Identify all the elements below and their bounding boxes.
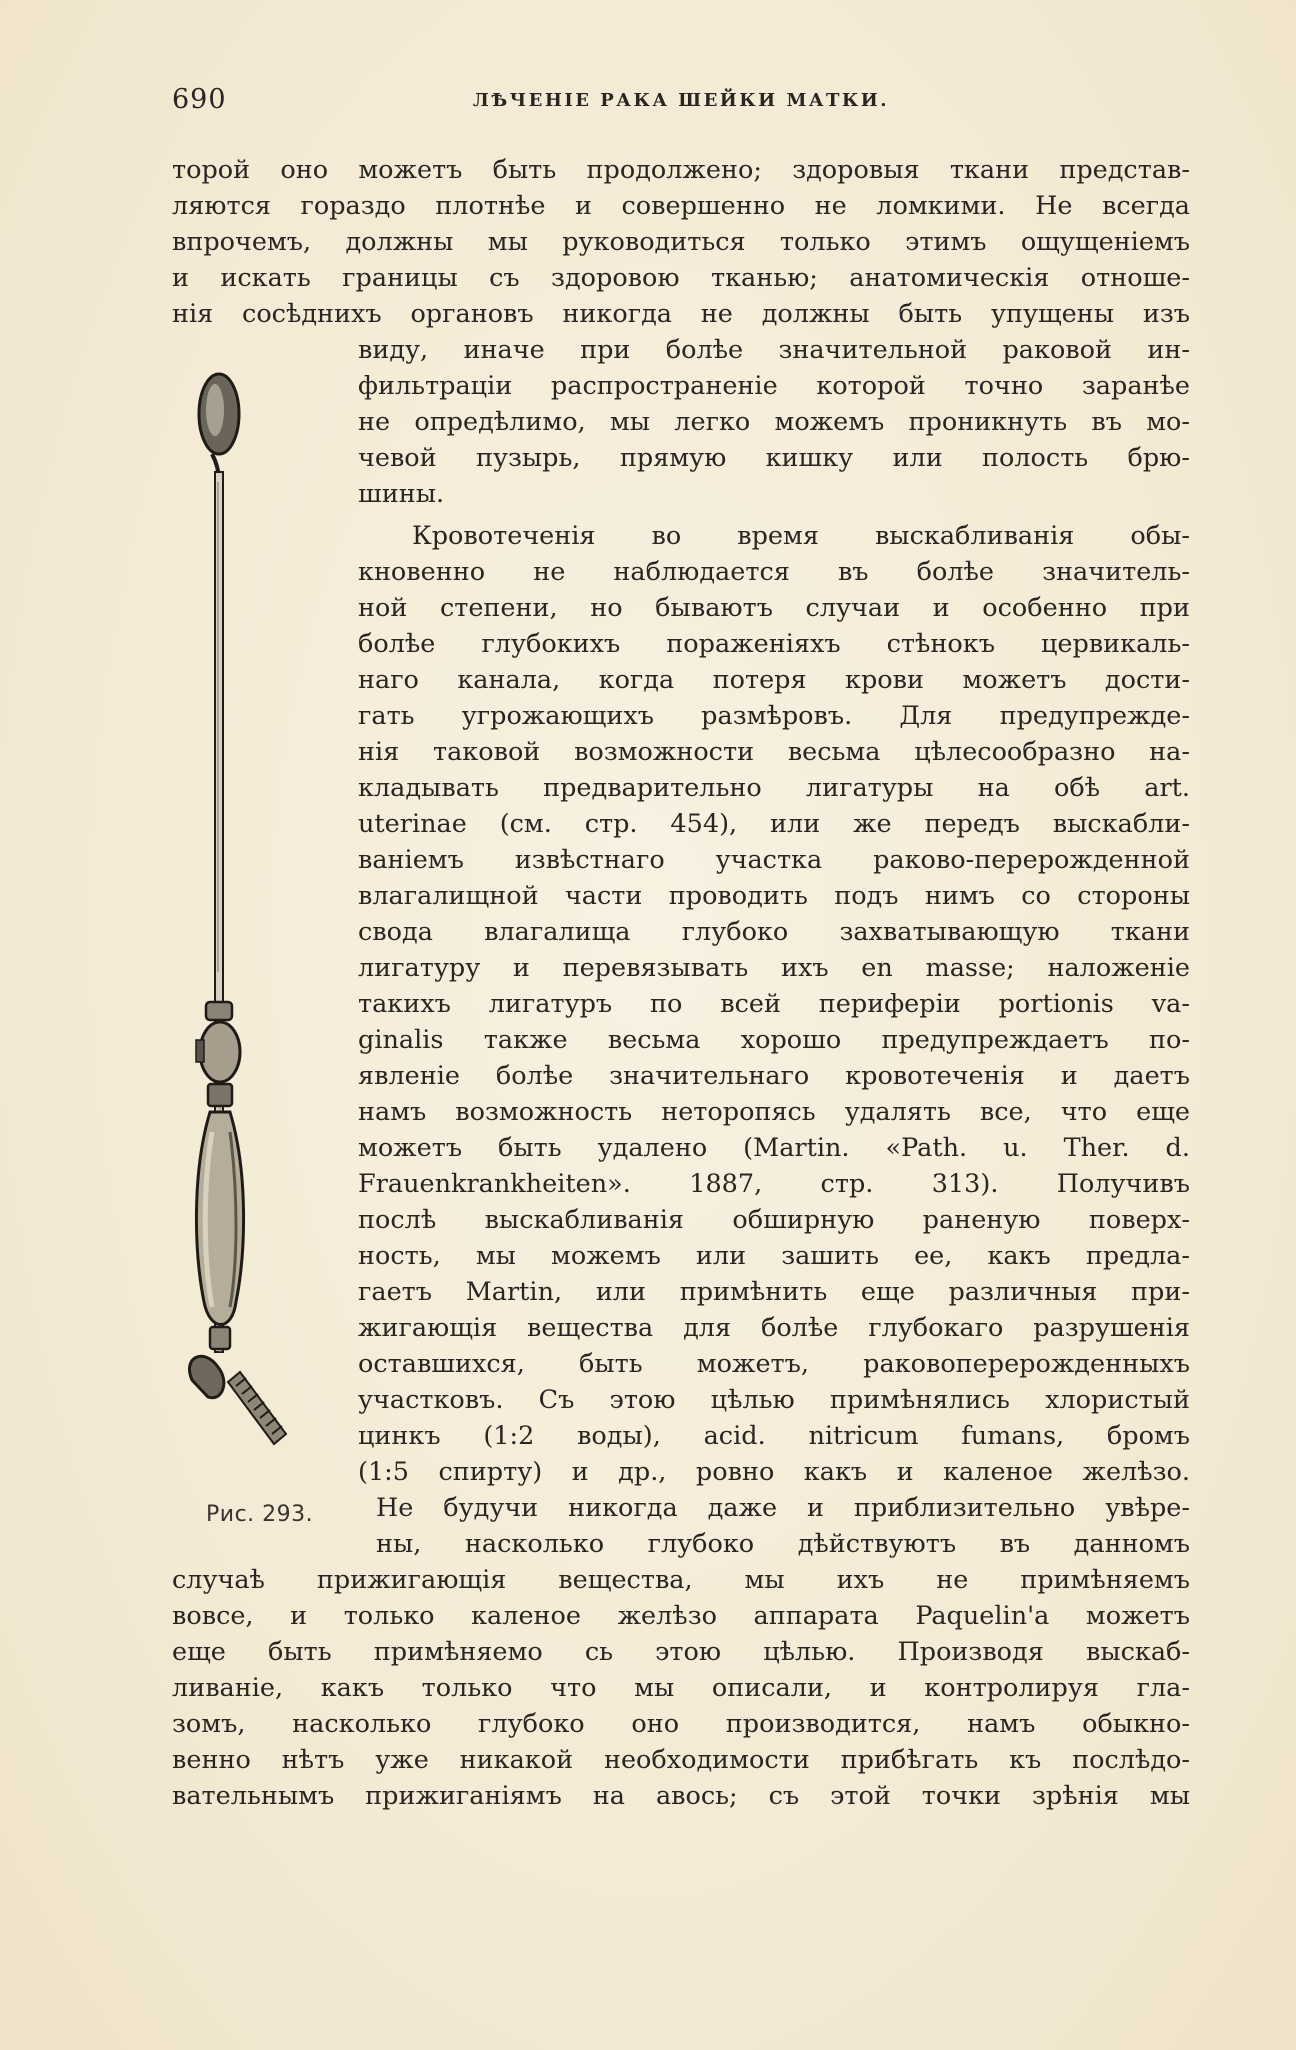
text-line: жигающія вещества для болѣе глубокаго разрушенія [358,1313,1190,1343]
text-line: вовсе, и только каленое желѣзо аппарата Paquelin'а можетъ [172,1601,1190,1631]
text-line: торой оно можетъ быть продолжено; здоровыя ткани представ- [172,155,1190,185]
text-line: явленіе болѣе значительнаго кровотеченія и даетъ [358,1061,1190,1091]
text-line: гаетъ Martin, или примѣнить еще различныя при- [358,1277,1190,1307]
text-line: кновенно не наблюдается въ болѣе значитель- [358,557,1190,587]
text-line: ливаніе, какъ только что мы описали, и контролируя гла- [172,1673,1190,1703]
text-line: можетъ быть удалено (Martin. «Path. u. Ther. d. [358,1133,1190,1163]
text-line: влагалищной части проводить подъ нимъ со стороны [358,881,1190,911]
text-line: ность, мы можемъ или зашить ее, какъ предла- [358,1241,1190,1271]
text-line: случаѣ прижигающія вещества, мы ихъ не примѣняемъ [172,1565,1190,1595]
text-line: зомъ, насколько глубоко оно производится, намъ обыкно- [172,1709,1190,1739]
text-line: еще быть примѣняемо сь этою цѣлью. Производя выскаб- [172,1637,1190,1667]
text-line: нія таковой возможности весьма цѣлесообразно на- [358,737,1190,767]
text-line: фильтраціи распространеніе которой точно заранѣе [358,371,1190,401]
text-line: нія сосѣднихъ органовъ никогда не должны быть упущены изъ [172,299,1190,329]
text-line: кладывать предварительно лигатуры на обѣ art. [358,773,1190,803]
curette-illustration [182,372,332,1472]
page-number: 690 [172,84,227,115]
text-line: не опредѣлимо, мы легко можемъ проникнуть въ мо- [358,407,1190,437]
text-line: впрочемъ, должны мы руководиться только этимъ ощущеніемъ [172,227,1190,257]
text-line: участковъ. Съ этою цѣлью примѣнялись хлористый [358,1385,1190,1415]
text-line: оставшихся, быть можетъ, раковоперерожденныхъ [358,1349,1190,1379]
text-line: лигатуру и перевязывать ихъ en masse; наложеніе [358,953,1190,983]
text-line: шины. [358,479,445,509]
text-line: и искать границы съ здоровою тканью; анатомическія отноше- [172,263,1190,293]
text-line: (1:5 спирту) и др., ровно какъ и каленое желѣзо. [358,1457,1190,1487]
text-line: венно нѣтъ уже никакой необходимости прибѣгать къ послѣдо- [172,1745,1190,1775]
paragraph-start: Кровотеченія во время выскабливанія обы- [412,521,1190,551]
text-line: намъ возможность неторопясь удалять все, что еще [358,1097,1190,1127]
page-header [172,84,1190,124]
text-line: свода влагалища глубоко захватывающую ткани [358,917,1190,947]
running-head: ЛѢЧЕНІЕ РАКА ШЕЙКИ МАТКИ. [472,90,890,111]
text-line: ной степени, но бываютъ случаи и особенно при [358,593,1190,623]
text-line: виду, иначе при болѣе значительной раковой ин- [358,335,1190,365]
text-line: uterinae (см. стр. 454), или же передъ выскабли- [358,809,1190,839]
text-line: Не будучи никогда даже и приблизительно увѣре- [376,1493,1190,1523]
text-line: ляются гораздо плотнѣе и совершенно не ломкими. Не всегда [172,191,1190,221]
text-line: послѣ выскабливанія обширную раненую поверх- [358,1205,1190,1235]
text-line: чевой пузырь, прямую кишку или полость брю- [358,443,1190,473]
text-line: ginalis также весьма хорошо предупреждаетъ по- [358,1025,1190,1055]
text-line: гать угрожающихъ размѣровъ. Для предупрежде- [358,701,1190,731]
text-line: ваніемъ извѣстнаго участка раково-перерожденной [358,845,1190,875]
figure-caption: Рис. 293. [206,1502,314,1527]
text-line: ны, насколько глубоко дѣйствуютъ въ данномъ [376,1529,1190,1559]
text-line: вательнымъ прижиганіямъ на авось; съ этой точки зрѣнія мы [172,1781,1190,1811]
text-line: наго канала, когда потеря крови можетъ дости- [358,665,1190,695]
text-line: такихъ лигатуръ по всей периферіи portionis va- [358,989,1190,1019]
text-line: Frauenkrankheiten». 1887, стр. 313). Получивъ [358,1169,1190,1199]
text-line: болѣе глубокихъ пораженіяхъ стѣнокъ цервикаль- [358,629,1190,659]
text-line: цинкъ (1:2 воды), acid. nitricum fumans, бромъ [358,1421,1190,1451]
